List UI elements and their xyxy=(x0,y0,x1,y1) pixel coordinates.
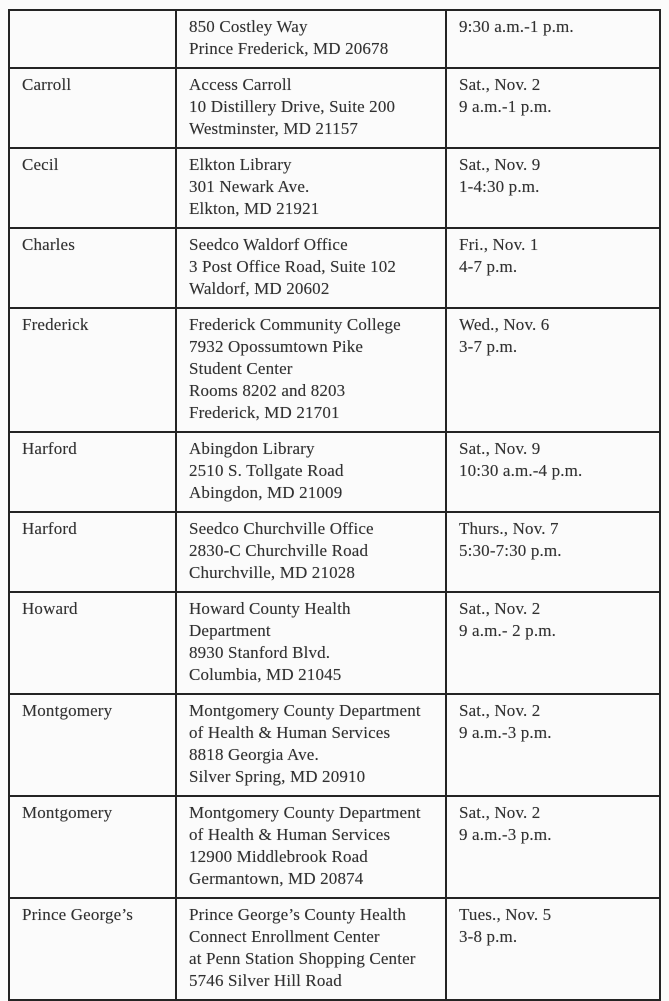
location-line: Columbia, MD 21045 xyxy=(189,665,342,684)
location-line: Churchville, MD 21028 xyxy=(189,563,356,582)
county-cell: Harford xyxy=(9,432,176,512)
schedule-line: Sat., Nov. 9 xyxy=(459,155,541,174)
location-line: Seedco Churchville Office xyxy=(189,519,374,538)
location-line: Westminster, MD 21157 xyxy=(189,119,359,138)
location-line: 5746 Silver Hill Road xyxy=(189,971,342,990)
schedule-line: 9 a.m.-3 p.m. xyxy=(459,825,552,844)
table-row xyxy=(9,228,660,308)
schedule-line: 9 a.m.- 2 p.m. xyxy=(459,621,557,640)
location-cell xyxy=(176,796,446,898)
schedule-cell xyxy=(446,592,660,694)
location-line: Connect Enrollment Center xyxy=(189,927,380,946)
location-cell xyxy=(176,592,446,694)
location-line: Elkton Library xyxy=(189,155,292,174)
location-cell xyxy=(176,432,446,512)
location-line: Waldorf, MD 20602 xyxy=(189,279,330,298)
table-row xyxy=(9,432,660,512)
location-line: 12900 Middlebrook Road xyxy=(189,847,368,866)
location-line: Abingdon, MD 21009 xyxy=(189,483,343,502)
schedule-line: 3-8 p.m. xyxy=(459,927,518,946)
table-row xyxy=(9,592,660,694)
schedule-cell xyxy=(446,68,660,148)
location-line: of Health & Human Services xyxy=(189,825,391,844)
schedule-line: Sat., Nov. 9 xyxy=(459,439,541,458)
location-line: 7932 Opossumtown Pike xyxy=(189,337,364,356)
location-line: Howard County Health xyxy=(189,599,351,618)
county-cell xyxy=(9,10,176,68)
schedule-cell xyxy=(446,796,660,898)
schedule-cell xyxy=(446,10,660,68)
schedule-line: Sat., Nov. 2 xyxy=(459,803,541,822)
location-line: 850 Costley Way xyxy=(189,17,308,36)
location-line: Frederick Community College xyxy=(189,315,401,334)
table-row xyxy=(9,308,660,432)
schedule-cell xyxy=(446,694,660,796)
location-line: 2510 S. Tollgate Road xyxy=(189,461,344,480)
table-row xyxy=(9,148,660,228)
location-line: Rooms 8202 and 8203 xyxy=(189,381,346,400)
location-line: Montgomery County Department xyxy=(189,701,421,720)
location-line: 8930 Stanford Blvd. xyxy=(189,643,331,662)
table-row xyxy=(9,68,660,148)
county-cell: Charles xyxy=(9,228,176,308)
location-line: Abingdon Library xyxy=(189,439,315,458)
location-cell xyxy=(176,228,446,308)
schedule-line: 9 a.m.-3 p.m. xyxy=(459,723,552,742)
table-row xyxy=(9,796,660,898)
schedule-cell xyxy=(446,898,660,1000)
location-cell xyxy=(176,148,446,228)
schedule-cell xyxy=(446,512,660,592)
schedule-line: Wed., Nov. 6 xyxy=(459,315,550,334)
location-line: at Penn Station Shopping Center xyxy=(189,949,416,968)
county-cell: Harford xyxy=(9,512,176,592)
location-line: Seedco Waldorf Office xyxy=(189,235,348,254)
location-line: 10 Distillery Drive, Suite 200 xyxy=(189,97,396,116)
schedule-line: 9:30 a.m.-1 p.m. xyxy=(459,17,574,36)
location-line: Prince George’s County Health xyxy=(189,905,406,924)
location-cell xyxy=(176,694,446,796)
location-line: 8818 Georgia Ave. xyxy=(189,745,319,764)
schedule-cell xyxy=(446,432,660,512)
location-line: Elkton, MD 21921 xyxy=(189,199,320,218)
schedule-line: 4-7 p.m. xyxy=(459,257,518,276)
schedule-cell xyxy=(446,228,660,308)
schedule-line: 10:30 a.m.-4 p.m. xyxy=(459,461,583,480)
location-cell xyxy=(176,308,446,432)
schedule-line: Fri., Nov. 1 xyxy=(459,235,539,254)
schedule-line: 5:30-7:30 p.m. xyxy=(459,541,562,560)
enrollment-schedule-table xyxy=(8,9,661,1001)
schedule-table-body xyxy=(9,10,660,1000)
location-line: Montgomery County Department xyxy=(189,803,421,822)
location-cell xyxy=(176,68,446,148)
location-cell xyxy=(176,898,446,1000)
location-line: Department xyxy=(189,621,271,640)
county-cell: Montgomery xyxy=(9,796,176,898)
schedule-line: Sat., Nov. 2 xyxy=(459,75,541,94)
schedule-line: Sat., Nov. 2 xyxy=(459,599,541,618)
schedule-cell xyxy=(446,308,660,432)
table-row xyxy=(9,694,660,796)
county-cell: Carroll xyxy=(9,68,176,148)
location-line: 3 Post Office Road, Suite 102 xyxy=(189,257,397,276)
table-row xyxy=(9,10,660,68)
schedule-line: 1-4:30 p.m. xyxy=(459,177,540,196)
location-line: Prince Frederick, MD 20678 xyxy=(189,39,389,58)
county-cell: Prince George’s xyxy=(9,898,176,1000)
location-cell xyxy=(176,10,446,68)
county-cell: Frederick xyxy=(9,308,176,432)
schedule-line: 3-7 p.m. xyxy=(459,337,518,356)
location-line: Silver Spring, MD 20910 xyxy=(189,767,366,786)
location-line: of Health & Human Services xyxy=(189,723,391,742)
location-line: 2830-C Churchville Road xyxy=(189,541,369,560)
schedule-line: 9 a.m.-1 p.m. xyxy=(459,97,552,116)
location-line: Access Carroll xyxy=(189,75,292,94)
schedule-line: Tues., Nov. 5 xyxy=(459,905,552,924)
table-row xyxy=(9,512,660,592)
county-cell: Montgomery xyxy=(9,694,176,796)
location-line: Student Center xyxy=(189,359,293,378)
county-cell: Cecil xyxy=(9,148,176,228)
schedule-line: Sat., Nov. 2 xyxy=(459,701,541,720)
county-cell: Howard xyxy=(9,592,176,694)
schedule-line: Thurs., Nov. 7 xyxy=(459,519,559,538)
location-line: 301 Newark Ave. xyxy=(189,177,310,196)
schedule-cell xyxy=(446,148,660,228)
location-line: Frederick, MD 21701 xyxy=(189,403,340,422)
location-cell xyxy=(176,512,446,592)
table-row xyxy=(9,898,660,1000)
location-line: Germantown, MD 20874 xyxy=(189,869,364,888)
